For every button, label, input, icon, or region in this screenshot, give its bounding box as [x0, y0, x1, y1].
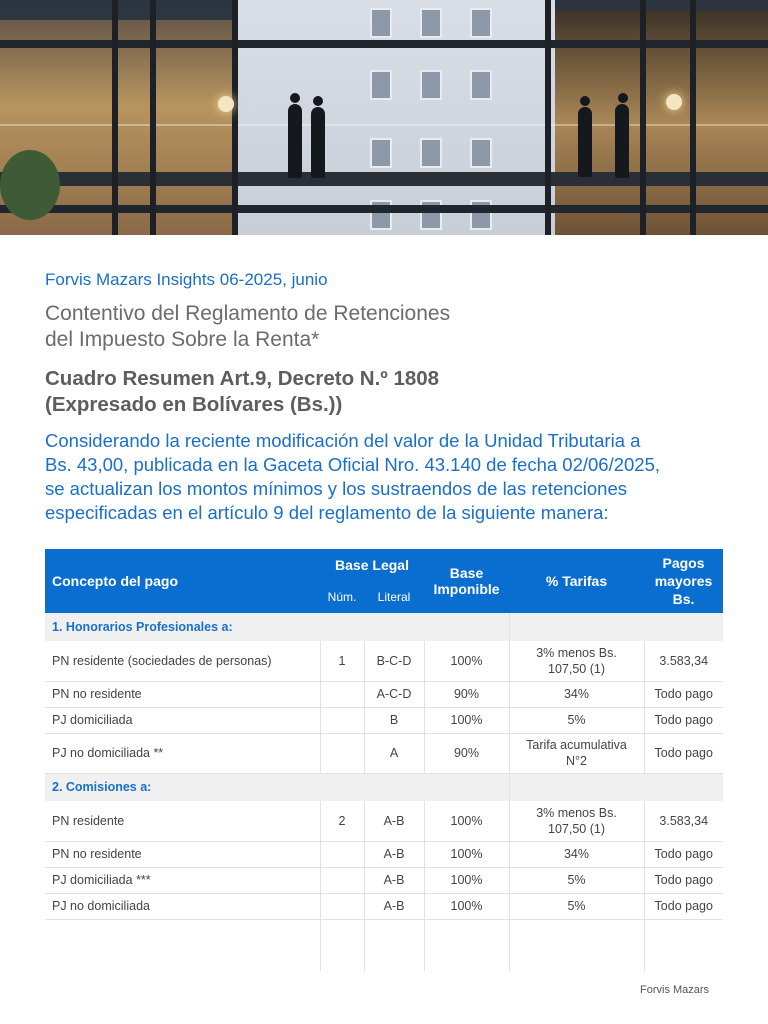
section-header-row — [45, 613, 723, 641]
hero-person — [288, 104, 302, 178]
hero-person-head — [580, 96, 590, 106]
cell-concepto: PJ domiciliada — [45, 707, 320, 733]
hero-person — [311, 107, 325, 178]
cell-tarifa-line: Tarifa acumulativa — [526, 738, 627, 752]
hero-window — [470, 70, 492, 100]
cell-num — [320, 841, 364, 867]
title-line: del Impuesto Sobre la Renta* — [45, 328, 320, 351]
cell-tarifa — [509, 893, 644, 919]
intro-line: especificadas en el artículo 9 del reglamento de la siguiente manera: — [45, 502, 609, 523]
hero-window — [470, 138, 492, 168]
hero-mullion — [640, 0, 646, 235]
retention-summary-table — [45, 549, 723, 971]
filler-cell — [644, 919, 723, 971]
intro-paragraph — [45, 429, 735, 525]
hero-mullion — [545, 0, 551, 235]
filler-cell — [509, 919, 644, 971]
cell-literal: A-B — [364, 867, 424, 893]
hero-window — [370, 70, 392, 100]
cell-num: 1 — [320, 641, 364, 681]
hero-person — [578, 107, 592, 177]
header-base-imponible — [424, 549, 509, 613]
hero-courtyard-building — [235, 0, 555, 235]
hero-mullion — [112, 0, 118, 235]
cell-base-imponible: 100% — [424, 801, 509, 841]
document-subtitle — [45, 366, 645, 418]
cell-literal: A — [364, 733, 424, 773]
hero-window — [420, 70, 442, 100]
cell-tarifa — [509, 841, 644, 867]
hero-person-head — [618, 93, 628, 103]
header-tarifas: % Tarifas — [509, 549, 644, 613]
header-pagos-line: Bs. — [672, 591, 695, 607]
hero-mullion — [232, 0, 238, 235]
header-concepto: Concepto del pago — [45, 549, 320, 613]
header-base-legal: Base Legal — [320, 549, 424, 581]
table-row — [45, 641, 723, 681]
cell-tarifa — [509, 641, 644, 681]
cell-tarifa-line: 3% menos Bs. — [536, 645, 617, 660]
header-base-imponible-line: Base — [449, 565, 484, 581]
hero-lamp — [666, 94, 682, 110]
intro-line: Considerando la reciente modificación del valor de la Unidad Tributaria a — [45, 430, 641, 451]
cell-base-imponible: 100% — [424, 841, 509, 867]
cell-concepto: PN residente (sociedades de personas) — [45, 641, 320, 681]
table-row — [45, 801, 723, 841]
cell-tarifa — [509, 707, 644, 733]
cell-num — [320, 867, 364, 893]
hero-window — [370, 138, 392, 168]
cell-tarifa-line: 5% — [567, 873, 586, 887]
cell-pagos-mayores: Todo pago — [644, 867, 723, 893]
hero-mullion — [690, 0, 696, 235]
cell-concepto: PN residente — [45, 801, 320, 841]
insights-kicker: Forvis Mazars Insights 06-2025, junio — [45, 270, 328, 289]
cell-num — [320, 681, 364, 707]
cell-base-imponible: 100% — [424, 641, 509, 681]
table-filler-row — [45, 919, 723, 971]
cell-concepto: PJ domiciliada *** — [45, 867, 320, 893]
header-pagos-line: mayores — [654, 573, 713, 589]
hero-person — [615, 104, 629, 178]
cell-base-imponible: 90% — [424, 681, 509, 707]
hero-window — [420, 138, 442, 168]
table-row — [45, 707, 723, 733]
header-pagos-mayores — [644, 549, 723, 613]
header-literal: Literal — [364, 581, 424, 613]
cell-pagos-mayores: 3.583,34 — [644, 641, 723, 681]
cell-tarifa — [509, 867, 644, 893]
cell-literal: B — [364, 707, 424, 733]
cell-tarifa — [509, 681, 644, 707]
hero-photo — [0, 0, 768, 235]
cell-num — [320, 707, 364, 733]
table-body — [45, 613, 723, 971]
cell-tarifa-line: 5% — [567, 899, 586, 913]
hero-mullion — [150, 0, 156, 235]
cell-literal: A-B — [364, 801, 424, 841]
cell-literal: A-B — [364, 841, 424, 867]
filler-cell — [364, 919, 424, 971]
cell-tarifa — [509, 801, 644, 841]
header-base-imponible-line: Imponible — [433, 581, 500, 597]
section-title: 1. Honorarios Profesionales a: — [45, 613, 509, 641]
table-row — [45, 841, 723, 867]
intro-line: Bs. 43,00, publicada en la Gaceta Oficial Nro. 43.140 de fecha 02/06/2025, — [45, 454, 661, 475]
cell-concepto: PN no residente — [45, 841, 320, 867]
cell-pagos-mayores: Todo pago — [644, 707, 723, 733]
table-row — [45, 733, 723, 773]
cell-pagos-mayores: Todo pago — [644, 893, 723, 919]
cell-literal: A-B — [364, 893, 424, 919]
cell-pagos-mayores: Todo pago — [644, 681, 723, 707]
cell-tarifa-line: 34% — [563, 847, 590, 861]
cell-concepto: PJ no domiciliada ** — [45, 733, 320, 773]
cell-pagos-mayores: Todo pago — [644, 733, 723, 773]
cell-tarifa-line: 107,50 (1) — [548, 821, 605, 836]
hero-window — [470, 8, 492, 38]
cell-literal: B-C-D — [364, 641, 424, 681]
header-num: Núm. — [320, 581, 364, 613]
subtitle-line: Cuadro Resumen Art.9, Decreto N.º 1808 — [45, 367, 440, 390]
table-row — [45, 867, 723, 893]
subtitle-line: (Expresado en Bolívares (Bs.)) — [45, 393, 343, 416]
cell-tarifa-line: 3% menos Bs. — [536, 805, 617, 820]
table-row — [45, 893, 723, 919]
hero-person-head — [290, 93, 300, 103]
filler-cell — [45, 919, 320, 971]
header-pagos-line: Pagos — [662, 555, 705, 571]
cell-num: 2 — [320, 801, 364, 841]
cell-pagos-mayores: 3.583,34 — [644, 801, 723, 841]
section-blank-cell — [509, 773, 723, 801]
cell-num — [320, 893, 364, 919]
hero-person-head — [313, 96, 323, 106]
cell-tarifa — [509, 733, 644, 773]
section-blank-cell — [509, 613, 723, 641]
hero-lamp — [218, 96, 234, 112]
intro-line: se actualizan los montos mínimos y los sustraendos de las retenciones — [45, 478, 628, 499]
hero-plant — [0, 150, 60, 220]
section-title: 2. Comisiones a: — [45, 773, 509, 801]
cell-base-imponible: 100% — [424, 893, 509, 919]
cell-concepto: PJ no domiciliada — [45, 893, 320, 919]
section-header-row — [45, 773, 723, 801]
title-line: Contentivo del Reglamento de Retenciones — [45, 302, 451, 325]
cell-tarifa-line: 5% — [567, 713, 586, 727]
cell-base-imponible: 100% — [424, 867, 509, 893]
cell-tarifa-line: N°2 — [566, 754, 587, 768]
cell-literal: A-C-D — [364, 681, 424, 707]
filler-cell — [320, 919, 364, 971]
filler-cell — [424, 919, 509, 971]
table-row — [45, 681, 723, 707]
document-title — [45, 301, 605, 353]
table-header-row — [45, 549, 723, 581]
cell-concepto: PN no residente — [45, 681, 320, 707]
cell-base-imponible: 100% — [424, 707, 509, 733]
cell-tarifa-line: 34% — [563, 687, 590, 701]
hero-window — [420, 8, 442, 38]
cell-base-imponible: 90% — [424, 733, 509, 773]
cell-pagos-mayores: Todo pago — [644, 841, 723, 867]
footer-brand: Forvis Mazars — [640, 984, 710, 996]
cell-tarifa-line: 107,50 (1) — [548, 661, 605, 676]
hero-window — [370, 8, 392, 38]
cell-num — [320, 733, 364, 773]
